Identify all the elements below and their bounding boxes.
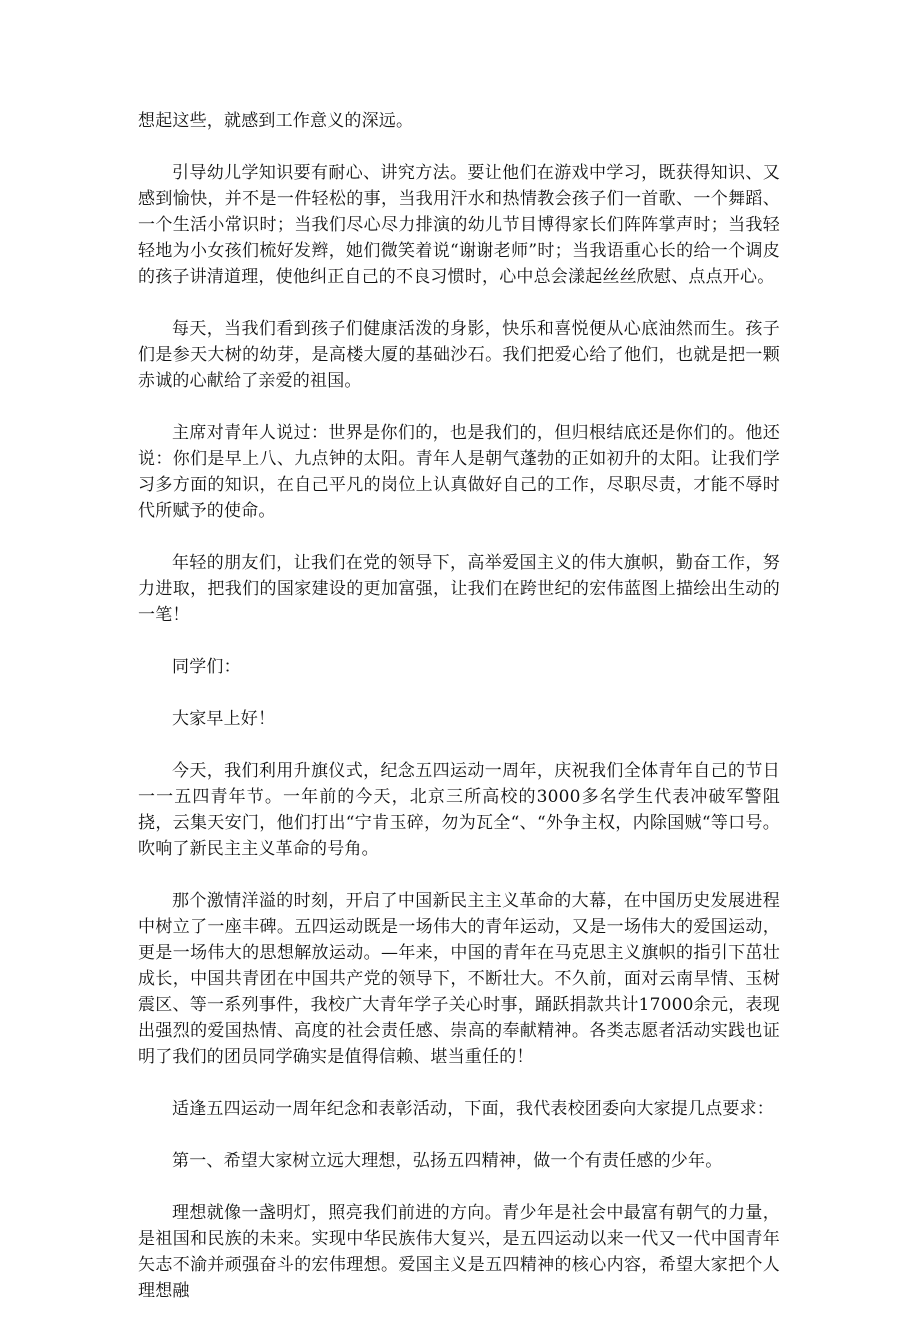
paragraph: 第一、希望大家树立远大理想，弘扬五四精神，做一个有责任感的少年。 (172, 1151, 723, 1171)
document-body (138, 108, 780, 1330)
paragraph: 今天，我们利用升旗仪式，纪念五四运动一周年，庆祝我们全体青年自己的节日一一五四青年节。一年前的今天，北京三所高校的3000多名学生代表冲破军警阻挠，云集天安门，他们打出“宁肯玉碎，勿为瓦全“、“外争主权，内除国贼“等口号。吹响了新民主主义革命的号角。 (138, 761, 780, 859)
salutation: 同学们： (172, 657, 241, 677)
greeting: 大家早上好！ (172, 709, 276, 729)
paragraph: 每天，当我们看到孩子们健康活泼的身影，快乐和喜悦便从心底油然而生。孩子们是参天大树的幼芽，是高楼大厦的基础沙石。我们把爱心给了他们，也就是把一颗赤诚的心献给了亲爱的祖国。 (138, 319, 780, 391)
paragraph: 年轻的朋友们，让我们在党的领导下，高举爱国主义的伟大旗帜，勤奋工作，努力进取，把我们的国家建设的更加富强，让我们在跨世纪的宏伟蓝图上描绘出生动的一笔！ (138, 553, 780, 625)
paragraph: 想起这些，就感到工作意义的深远。 (138, 111, 414, 131)
paragraph: 引导幼儿学知识要有耐心、讲究方法。要让他们在游戏中学习，既获得知识、又感到愉快，并不是一件轻松的事，当我用汗水和热情教会孩子们一首歌、一个舞蹈、一个生活小常识时；当我们尽心尽力排演的幼儿节目博得家长们阵阵掌声时；当我轻轻地为小女孩们梳好发辫，她们微笑着说“谢谢老师”时；当我语重心长的给一个调皮的孩子讲清道理，使他纠正自己的不良习惯时，心中总会漾起丝丝欣慰、点点开心。 (138, 163, 780, 287)
paragraph: 适逢五四运动一周年纪念和表彰活动，下面，我代表校团委向大家提几点要求： (172, 1099, 774, 1119)
paragraph: 理想就像一盏明灯，照亮我们前进的方向。青少年是社会中最富有朝气的力量，是祖国和民族的未来。实现中华民族伟大复兴，是五四运动以来一代又一代中国青年矢志不渝并顽强奋斗的宏伟理想。爱国主义是五四精神的核心内容，希望大家把个人理想融 (138, 1203, 780, 1301)
paragraph: 那个激情洋溢的时刻，开启了中国新民主主义革命的大幕，在中国历史发展进程中树立了一座丰碑。五四运动既是一场伟大的青年运动，又是一场伟大的爱国运动，更是一场伟大的思想解放运动。—年来，中国的青年在马克思主义旗帜的指引下茁壮成长，中国共青团在中国共产党的领导下，不断壮大。不久前，面对云南旱情、玉树震区、等一系列事件，我校广大青年学子关心时事，踊跃捐款共计17000余元，表现出强烈的爱国热情、高度的社会责任感、崇高的奉献精神。各类志愿者活动实践也证明了我们的团员同学确实是值得信赖、堪当重任的！ (138, 891, 780, 1067)
paragraph: 主席对青年人说过：世界是你们的，也是我们的，但归根结底还是你们的。他还说：你们是早上八、九点钟的太阳。青年人是朝气蓬勃的正如初升的太阳。让我们学习多方面的知识，在自己平凡的岗位上认真做好自己的工作，尽职尽责，才能不辱时代所赋予的使命。 (138, 423, 780, 521)
